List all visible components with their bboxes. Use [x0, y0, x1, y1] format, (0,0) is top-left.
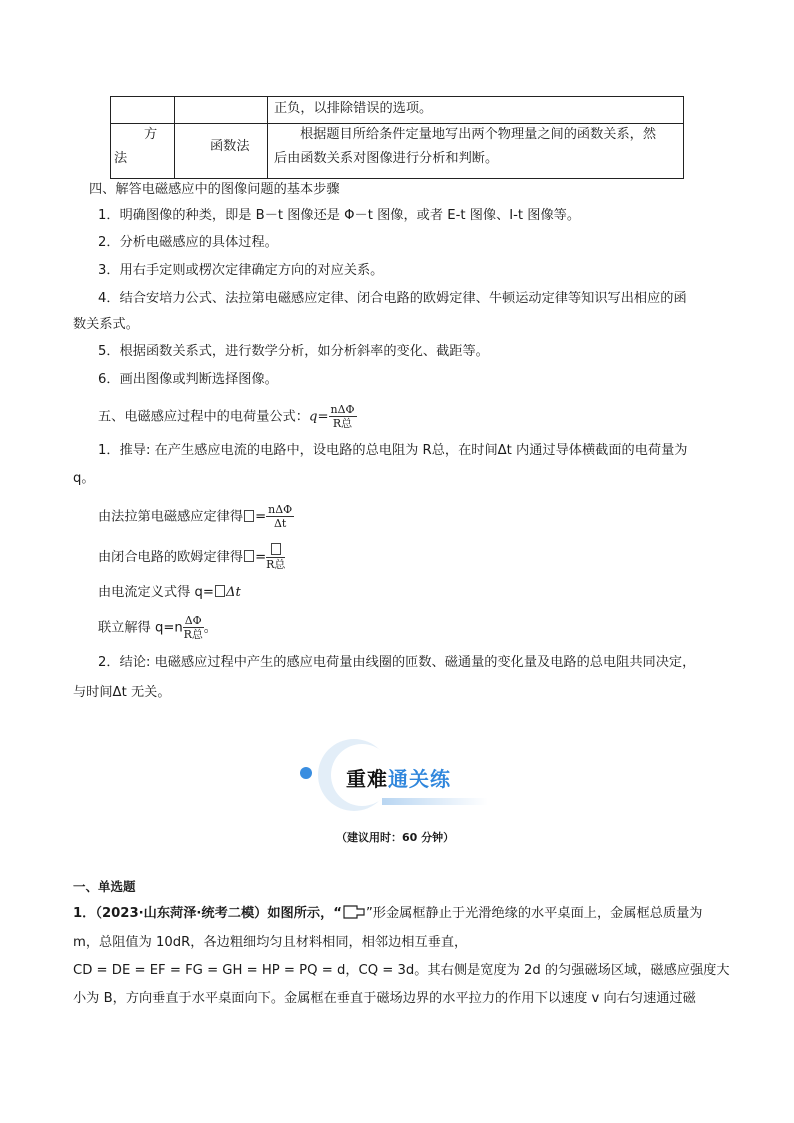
placeholder-glyph-icon	[244, 550, 254, 562]
section5-formula-lhs: q=	[309, 409, 329, 425]
step-3: 3．用右手定则或楞次定律确定方向的对应关系。	[98, 263, 384, 278]
q1-line1-tail: ”形金属框静止于光滑绝缘的水平桌面上，金属框总质量为	[365, 906, 703, 921]
table-border-col1	[174, 96, 175, 179]
banner-underline	[382, 798, 488, 805]
banner-title-blue: 通关练	[388, 767, 451, 791]
faraday-prefix: 由法拉第电磁感应定律得	[98, 509, 244, 525]
section5-heading-line	[98, 403, 357, 430]
combined-line	[98, 614, 217, 641]
q1-line1	[73, 904, 703, 923]
combined-tail: 。	[203, 620, 217, 636]
q1-line3: CD = DE = EF = FG = GH = HP = PQ = d，CQ = 3d。其右侧是宽度为 2d 的匀强磁场区域，磁感应强度大	[73, 963, 730, 978]
faraday-num: nΔΦ	[268, 503, 293, 516]
method-table	[110, 96, 684, 179]
faraday-den: Δt	[273, 517, 287, 530]
placeholder-glyph-icon	[271, 543, 281, 555]
step-5: 5．根据函数关系式，进行数学分析，如分析斜率的变化、截距等。	[98, 344, 489, 359]
frame-shape-icon	[342, 904, 366, 920]
table-border-top	[110, 96, 684, 97]
step-1: 1．明确图像的种类，即是 B－t 图像还是 Φ－t 图像，或者 E-t 图像、I-t 图像等。	[98, 208, 581, 223]
q1-line2: m，总阻值为 10dR，各边粗细均匀且材料相同，相邻边相互垂直，	[73, 935, 468, 950]
ohm-frac	[266, 543, 285, 571]
derivation-line2: q。	[73, 471, 95, 486]
placeholder-glyph-icon	[244, 510, 254, 522]
section5-formula-num: nΔΦ	[330, 403, 355, 416]
q1-number-source: 1．（2023·山东菏泽·统考二模）如图所示，“	[73, 906, 342, 921]
placeholder-glyph-icon	[215, 585, 225, 597]
table-border-col2	[267, 96, 268, 179]
ohm-line: 由闭合电路的欧姆定律得 = R总	[98, 543, 285, 571]
conclusion-line2: 与时间Δt 无关。	[73, 685, 171, 700]
table-function-method: 函数法	[210, 139, 250, 154]
step-4-cont: 数关系式。	[73, 317, 139, 332]
current-def-prefix: 由电流定义式得 q=	[98, 585, 214, 600]
table-border-left	[110, 96, 111, 179]
ohm-prefix: 由闭合电路的欧姆定律得	[98, 550, 244, 565]
table-method-label-1: 方	[144, 127, 158, 142]
combined-frac	[183, 614, 204, 641]
ohm-den: R总	[266, 558, 286, 571]
table-desc-line1: 根据题目所给条件定量地写出两个物理量之间的函数关系，然	[300, 127, 657, 142]
step-4: 4．结合安培力公式、法拉第电磁感应定律、闭合电路的欧姆定律、牛顿运动定律等知识写出相应的函	[98, 291, 687, 306]
suggested-time: （建议用时：60 分钟）	[336, 831, 455, 844]
section4-heading: 四、解答电磁感应中的图像问题的基本步骤	[89, 182, 340, 197]
conclusion-line1: 2．结论: 电磁感应过程中产生的感应电荷量由线圈的匝数、磁通量的变化量及电路的总电阻共同决定，	[98, 655, 696, 670]
step-2: 2．分析电磁感应的具体过程。	[98, 235, 278, 250]
banner-title-dark: 重难	[346, 767, 388, 791]
current-def-tail: Δt	[225, 585, 241, 600]
section5-formula-den: R总	[332, 417, 353, 430]
combined-prefix: 联立解得 q=n	[98, 620, 183, 636]
table-method-label-2: 法	[114, 151, 128, 166]
single-choice-heading: 一、单选题	[73, 879, 136, 894]
table-row1-text: 正负，以排除错误的选项。	[274, 101, 433, 116]
combined-den: R总	[183, 628, 203, 641]
q1-line4: 小为 B，方向垂直于水平桌面向下。金属框在垂直于磁场边界的水平拉力的作用下以速度 v 向右匀速通过磁	[73, 991, 696, 1006]
table-border-right	[683, 96, 684, 179]
combined-num: ΔΦ	[184, 614, 202, 627]
step-6: 6．画出图像或判断选择图像。	[98, 372, 278, 387]
banner-dot-icon	[300, 767, 312, 779]
table-desc-line2: 后由函数关系对图像进行分析和判断。	[274, 151, 499, 166]
section5-formula-frac	[329, 403, 357, 430]
ohm-num	[266, 543, 285, 558]
table-border-bottom	[110, 178, 684, 179]
section5-heading: 五、电磁感应过程中的电荷量公式：	[98, 409, 309, 425]
current-def-line	[98, 584, 241, 602]
faraday-line: 由法拉第电磁感应定律得 = $\frac{\text{nΔΦ}}{\Delta t}$	[98, 503, 293, 530]
faraday-frac	[266, 503, 294, 530]
derivation-line1: 1．推导: 在产生感应电流的电路中，设电路的总电阻为 R总，在时间Δt 内通过导体横截面的电荷量为	[98, 443, 688, 458]
banner-title	[346, 763, 451, 792]
